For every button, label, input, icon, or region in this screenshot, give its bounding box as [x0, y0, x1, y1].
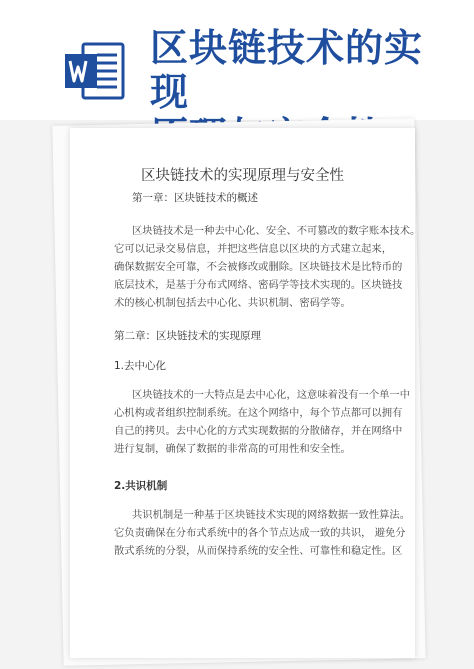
paragraph-line: 确保数据安全可靠，不会被修改或删除。区块链技术是比特币的 — [114, 261, 403, 273]
paragraph-line: 共识机制是一种基于区块链技术实现的网络数据一致性算法。 — [132, 509, 411, 521]
paragraph-line: 它负责确保在分布式系统中的各个节点达成一致的共识， 避免分 — [114, 527, 406, 539]
paragraph-line: 底层技术，是基于分布式网络、密码学等技术实现的。区块链技 — [114, 279, 403, 291]
paragraph-line: 它可以记录交易信息，并把这些信息以区块的方式建立起来， — [114, 243, 393, 255]
document-title: 区块链技术的实现原理与安全性 — [141, 168, 344, 184]
paragraph-line: 术的核心机制包括去中心化、共识机制、密码学等。 — [114, 297, 351, 309]
section1-heading: 1.去中心化 — [114, 360, 167, 372]
paragraph-line: 区块链技术的一大特点是去中心化，这意味着没有一个单一中 — [132, 389, 411, 401]
paragraph-line: 自己的拷贝。去中心化的方式实现数据的分散储存，并在网络中 — [114, 425, 403, 437]
paragraph-line: 心机构或者组织控制系统。在这个网络中，每个节点都可以拥有 — [114, 407, 403, 419]
banner-title-line1: 区块链技术的实现 — [150, 26, 424, 114]
chapter2-heading: 第二章：区块链技术的实现原理 — [114, 330, 261, 342]
paragraph-line: 散式系统的分裂，从而保持系统的安全性、可靠性和稳定性。区 — [114, 545, 403, 557]
chapter1-heading: 第一章：区块链技术的概述 — [132, 192, 258, 204]
document-page — [70, 128, 421, 658]
paragraph-line: 进行复制，确保了数据的非常高的可用性和安全性。 — [114, 443, 351, 455]
word-document-icon — [63, 40, 125, 102]
paragraph-line: 区块链技术是一种去中心化、安全、不可篡改的数字账本技术。 — [132, 225, 421, 237]
header-banner — [0, 0, 474, 120]
section2-heading: 2.共识机制 — [114, 480, 168, 492]
